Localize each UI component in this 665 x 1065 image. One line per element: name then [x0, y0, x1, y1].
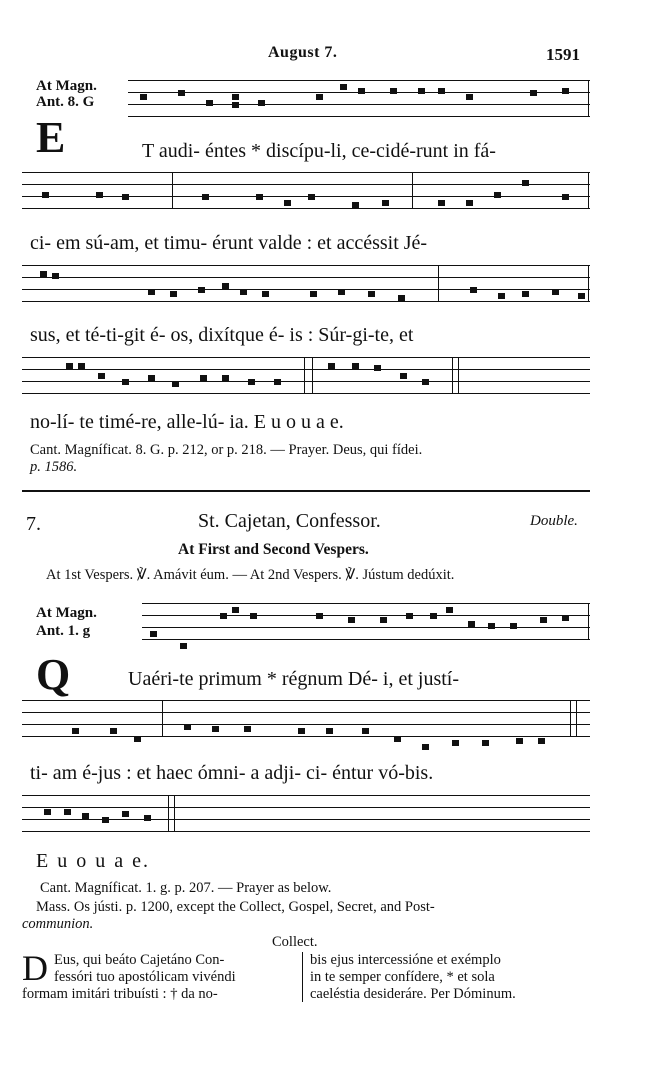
mass-reference-cont: communion.	[22, 916, 94, 932]
lyrics-line: E u o u a e.	[36, 850, 150, 872]
collect-right-line: caeléstia desideráre. Per Dóminum.	[310, 986, 516, 1002]
collect-left-line: formam imitári tribuísti : † da no-	[22, 986, 218, 1002]
collect-right-line: in te semper confídere, * et sola	[310, 969, 495, 985]
vespers-heading: At First and Second Vespers.	[178, 541, 369, 558]
music-staff	[22, 357, 590, 403]
music-staff	[142, 603, 590, 649]
canticle-reference: Cant. Magníficat. 8. G. p. 212, or p. 218. — Prayer. Deus, qui fídei.	[30, 442, 423, 458]
feast-title: St. Cajetan, Confessor.	[198, 510, 381, 532]
collect-heading: Collect.	[272, 934, 318, 950]
collect-left-line: fessóri tuo apostólicam vivéndi	[54, 969, 236, 985]
antiphon-mode: Ant. 1. g	[36, 623, 91, 639]
music-staff	[22, 265, 590, 311]
antiphon-label: At Magn.	[36, 78, 97, 94]
lyrics-line: T audi- éntes * discípu-li, ce-cidé-runt in fá-	[142, 140, 496, 162]
canticle-reference: Cant. Magníficat. 1. g. p. 207. — Prayer as below.	[40, 880, 332, 896]
antiphon-label: At Magn.	[36, 605, 97, 621]
drop-capital: E	[36, 113, 66, 162]
collect-initial: D	[22, 948, 48, 988]
lyrics-line: no-lí- te timé-re, alle-lú- ia. E u o u a e.	[30, 411, 344, 433]
lyrics-line: sus, et té-ti-git é- os, dixítque é- is : Súr-gi-te, et	[30, 324, 414, 346]
collect-left-line: Eus, qui beáto Cajetáno Con-	[54, 952, 225, 968]
feast-rank: Double.	[530, 513, 578, 529]
section-divider	[22, 490, 590, 492]
music-staff	[22, 700, 590, 746]
music-staff	[128, 80, 590, 126]
collect-right-line: bis ejus intercessióne et exémplo	[310, 952, 501, 968]
music-staff	[22, 795, 590, 841]
column-divider	[302, 952, 303, 1002]
feast-day: 7.	[26, 513, 41, 535]
drop-capital: Q	[36, 650, 71, 699]
canticle-reference-cont: p. 1586.	[30, 459, 78, 475]
lyrics-line: ci- em sú-am, et timu- érunt valde : et accéssit Jé-	[30, 232, 428, 254]
music-staff	[22, 172, 590, 218]
lyrics-line: Uaéri-te primum * régnum Dé- i, et justí-	[128, 668, 460, 690]
page-number: 1591	[546, 45, 580, 64]
antiphon-mode: Ant. 8. G	[36, 94, 95, 110]
mass-reference: Mass. Os jústi. p. 1200, except the Collect, Gospel, Secret, and Post-	[36, 899, 435, 915]
versicles-line: At 1st Vespers. ℣. Amávit éum. — At 2nd Vespers. ℣. Jústum dedúxit.	[46, 567, 455, 583]
page-date: August 7.	[268, 44, 338, 61]
lyrics-line: ti- am é-jus : et haec ómni- a adji- ci- éntur vó-bis.	[30, 762, 434, 784]
